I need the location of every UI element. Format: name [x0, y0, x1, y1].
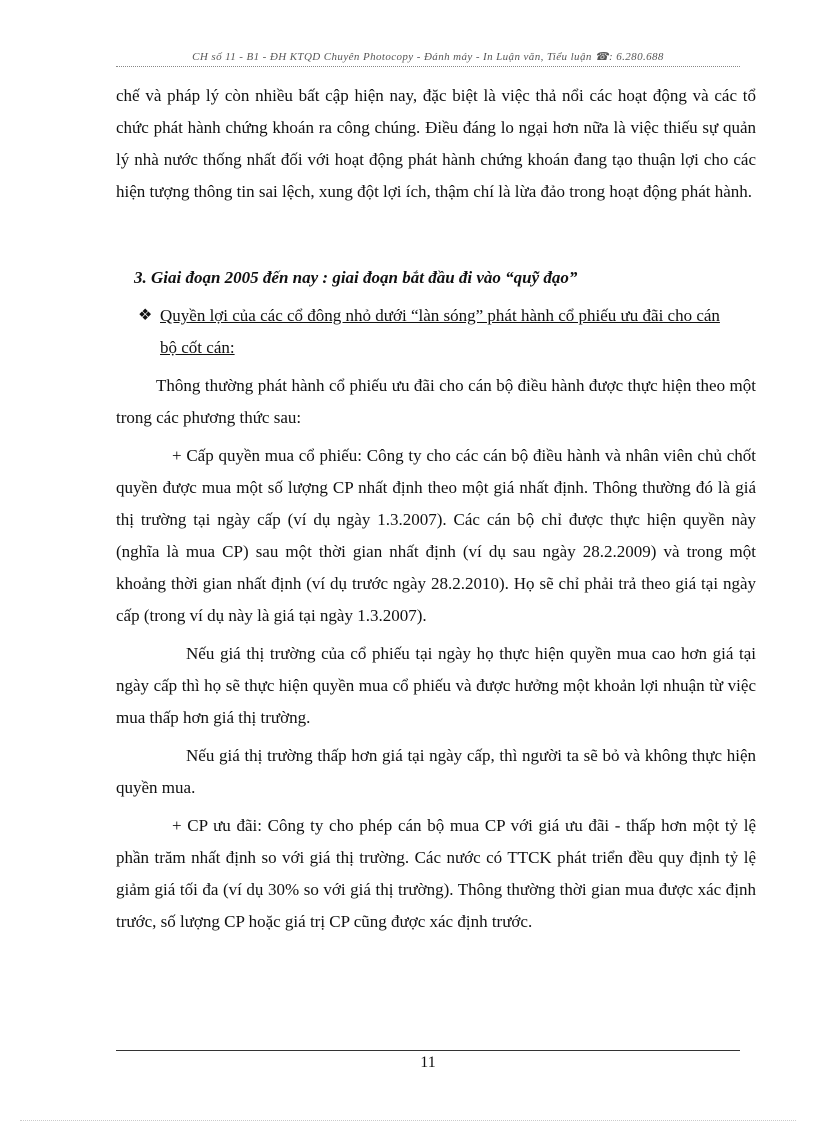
- bullet-heading: Quyền lợi của các cổ đông nhỏ dưới “làn sóng” phát hành cổ phiếu ưu đãi cho cán bộ cốt cán:: [160, 306, 720, 357]
- document-body: [116, 80, 756, 938]
- diamond-bullet-icon: ❖: [138, 307, 153, 324]
- section-heading: 3. Giai đoạn 2005 đến nay : giai đoạn bắt đầu đi vào “quỹ đạo”: [134, 268, 578, 287]
- paragraph-option-rights: + Cấp quyền mua cổ phiếu: Công ty cho các cán bộ điều hành và nhân viên chủ chốt quyền được mua một số lượng CP nhất định theo một giá nhất định. Thông thường đó là giá thị trường tại ngày cấp (ví dụ ngày 1.3.2007). Các cán bộ chỉ được thực hiện quyền này (nghĩa là mua CP) sau một thời gian nhất định (ví dụ sau ngày 28.2.2009) và trong một khoảng thời gian nhất định (ví dụ trước ngày 28.2.2010). Họ sẽ chỉ phải trả theo giá tại ngày cấp (trong ví dụ này là giá tại ngày 1.3.2007).: [116, 446, 756, 625]
- page-header: CH số 11 - B1 - ĐH KTQD Chuyên Photocopy - Đánh máy - In Luận văn, Tiểu luận ☎: 6.280.688: [192, 51, 664, 63]
- spacer: [116, 208, 756, 262]
- paragraph-preferred-shares: + CP ưu đãi: Công ty cho phép cán bộ mua CP với giá ưu đãi - thấp hơn một tỷ lệ phần trăm nhất định so với giá thị trường. Các nước có TTCK phát triển đều quy định tỷ lệ giảm giá tối đa (ví dụ 30% so với giá thị trường). Thông thường thời gian mua được xác định trước, số lượng CP hoặc giá trị CP cũng được xác định trước.: [116, 816, 756, 931]
- paragraph-not-exercise: Nếu giá thị trường thấp hơn giá tại ngày cấp, thì người ta sẽ bỏ và không thực hiện quyền mua.: [116, 746, 756, 797]
- footer-divider: [116, 1050, 740, 1051]
- paragraph-exercise-case: Nếu giá thị trường của cổ phiếu tại ngày họ thực hiện quyền mua cao hơn giá tại ngày cấp thì họ sẽ thực hiện quyền mua cổ phiếu và được hưởng một khoản lợi nhuận từ việc mua thấp hơn giá thị trường.: [116, 644, 756, 727]
- paragraph-intro: Thông thường phát hành cổ phiếu ưu đãi cho cán bộ điều hành được thực hiện theo một trong các phương thức sau:: [116, 376, 756, 427]
- paragraph-continuation: chế và pháp lý còn nhiều bất cập hiện nay, đặc biệt là việc thả nổi các hoạt động và các tổ chức phát hành chứng khoán ra công chúng. Điều đáng lo ngại hơn nữa là việc thiếu sự quản lý nhà nước thống nhất đối với hoạt động phát hành chứng khoán đang tạo thuận lợi cho các hiện tượng thông tin sai lệch, xung đột lợi ích, thậm chí là lừa đảo trong hoạt động phát hành.: [116, 86, 756, 201]
- bullet-item: [116, 300, 756, 364]
- page-bottom-border: [20, 1120, 796, 1121]
- header-divider: [116, 66, 740, 67]
- page-number: 11: [420, 1054, 436, 1071]
